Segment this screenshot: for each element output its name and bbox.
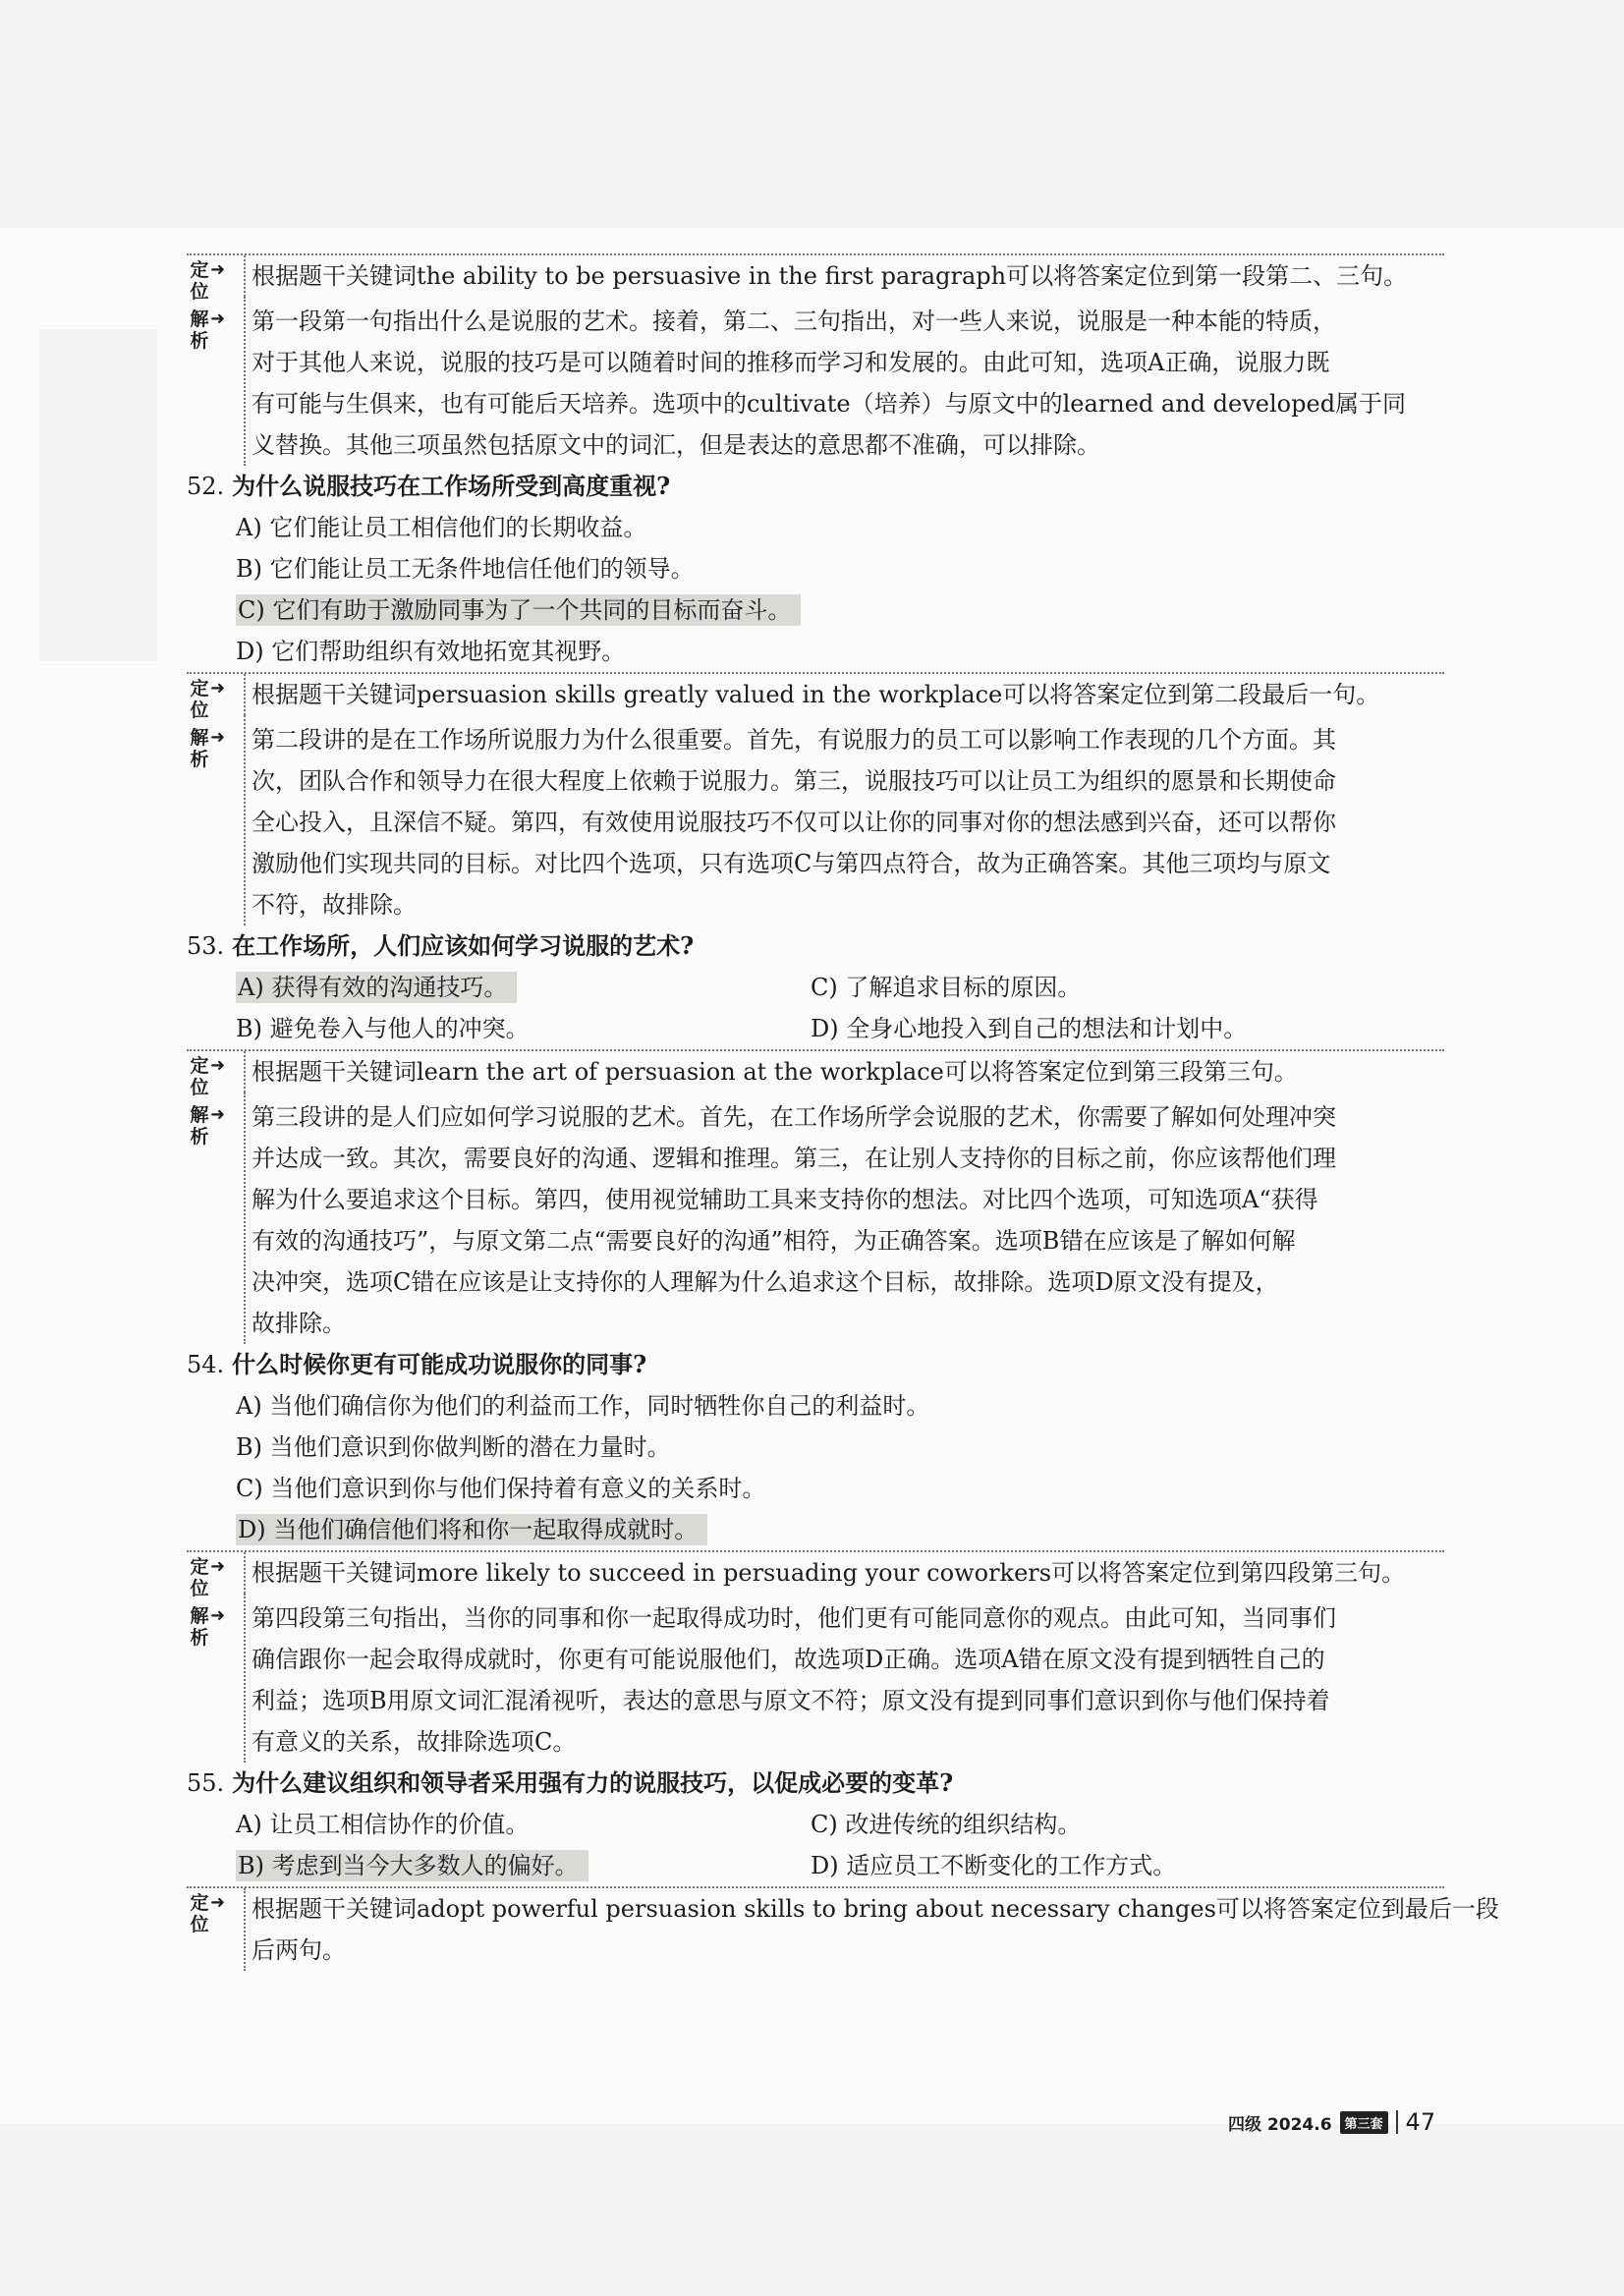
option-b: B) 当他们意识到你做判断的潜在力量时。 bbox=[236, 1433, 671, 1461]
options-row bbox=[236, 967, 1444, 1008]
arrow-icon: ➜ bbox=[210, 1055, 226, 1076]
answer-highlight: A) 获得有效的沟通技巧。 bbox=[236, 972, 517, 1003]
option-b: B) 它们能让员工无条件地信任他们的领导。 bbox=[236, 555, 695, 583]
option-b-correct bbox=[236, 1845, 811, 1886]
option-c: C) 了解追求目标的原因。 bbox=[811, 974, 1082, 1001]
options-row bbox=[236, 1845, 1444, 1886]
option-d: D) 它们帮助组织有效地拓宽其视野。 bbox=[236, 638, 626, 665]
locate-tag: 定位 ➜ bbox=[190, 678, 226, 721]
option-d: D) 适应员工不断变化的工作方式。 bbox=[811, 1852, 1177, 1879]
analysis-line: 决冲突，选项C错在应该是让支持你的人理解为什么追求这个目标，故排除。选项D原文没有提及， bbox=[252, 1268, 1279, 1296]
option-d-correct bbox=[236, 1509, 1444, 1550]
analysis-line: 有意义的关系，故排除选项C。 bbox=[252, 1728, 577, 1756]
option-d: D) 全身心地投入到自己的想法和计划中。 bbox=[811, 1015, 1248, 1042]
arrow-icon: ➜ bbox=[210, 1605, 226, 1626]
locate-block-51 bbox=[187, 253, 1444, 303]
page-number: 47 bbox=[1405, 2108, 1436, 2136]
analysis-line: 确信跟你一起会取得成就时，你更有可能说服他们，故选项D正确。选项A错在原文没有提到牺牲自己的 bbox=[252, 1646, 1325, 1673]
option-a: A) 让员工相信协作的价值。 bbox=[236, 1811, 530, 1838]
page-footer bbox=[1228, 2108, 1435, 2136]
analysis-tag: 解析 ➜ bbox=[190, 308, 226, 352]
locate-block-53 bbox=[187, 1049, 1444, 1098]
analysis-line: 第四段第三句指出，当你的同事和你一起取得成功时，他们更有可能同意你的观点。由此可知，当同事们 bbox=[252, 1604, 1336, 1632]
analysis-tag: 解析 ➜ bbox=[190, 727, 226, 770]
arrow-icon: ➜ bbox=[210, 308, 226, 329]
analysis-block-54 bbox=[187, 1594, 1444, 1763]
option-c: C) 当他们意识到你与他们保持着有意义的关系时。 bbox=[236, 1475, 766, 1502]
option-a: A) 它们能让员工相信他们的长期收益。 bbox=[236, 514, 647, 541]
locate-tag: 定位 ➜ bbox=[190, 1892, 226, 1935]
options-row bbox=[236, 1804, 1444, 1845]
question-52: 52. 为什么说服技巧在工作场所受到高度重视? bbox=[187, 472, 671, 500]
option-c: C) 改进传统的组织结构。 bbox=[811, 1811, 1082, 1838]
analysis-line: 并达成一致。其次，需要良好的沟通、逻辑和推理。第三，在让别人支持你的目标之前，你应该帮他们理 bbox=[252, 1145, 1336, 1172]
analysis-line: 第二段讲的是在工作场所说服力为什么很重要。首先，有说服力的员工可以影响工作表现的几个方面。其 bbox=[252, 726, 1336, 754]
option-a: A) 当他们确信你为他们的利益而工作，同时牺牲你自己的利益时。 bbox=[236, 1392, 930, 1420]
analysis-line: 激励他们实现共同的目标。对比四个选项，只有选项C与第四点符合，故为正确答案。其他三项均与原文 bbox=[252, 850, 1331, 877]
divider bbox=[1396, 2110, 1398, 2134]
analysis-block-53 bbox=[187, 1092, 1444, 1344]
analysis-line: 第三段讲的是人们应如何学习说服的艺术。首先，在工作场所学会说服的艺术，你需要了解如何处理冲突 bbox=[252, 1103, 1336, 1131]
analysis-line: 解为什么要追求这个目标。第四，使用视觉辅助工具来支持你的想法。对比四个选项，可知选项A“获得 bbox=[252, 1186, 1318, 1213]
question-53: 53. 在工作场所，人们应该如何学习说服的艺术? bbox=[187, 931, 695, 960]
scan-shadow bbox=[39, 329, 157, 661]
locate-block-55 bbox=[187, 1886, 1499, 1971]
option-c-correct bbox=[236, 589, 1444, 631]
option-b: B) 避免卷入与他人的冲突。 bbox=[236, 1015, 530, 1042]
arrow-icon: ➜ bbox=[210, 259, 226, 280]
options-row bbox=[236, 1008, 1444, 1049]
analysis-line: 第一段第一句指出什么是说服的艺术。接着，第二、三句指出，对一些人来说，说服是一种本能的特质， bbox=[252, 308, 1336, 335]
locate-tag: 定位 ➜ bbox=[190, 259, 226, 303]
analysis-line: 次，团队合作和领导力在很大程度上依赖于说服力。第三，说服技巧可以让员工为组织的愿景和长期使命 bbox=[252, 767, 1336, 795]
analysis-line: 不符，故排除。 bbox=[252, 891, 417, 919]
analysis-block-52 bbox=[187, 715, 1444, 925]
locate-text: 根据题干关键词persuasion skills greatly valued in the workplace可以将答案定位到第二段最后一句。 bbox=[252, 681, 1380, 708]
exam-level: 四级 2024.6 bbox=[1228, 2114, 1332, 2135]
locate-block-52 bbox=[187, 672, 1444, 721]
locate-text: 根据题干关键词learn the art of persuasion at the workplace可以将答案定位到第三段第三句。 bbox=[252, 1058, 1298, 1086]
locate-text: 根据题干关键词more likely to succeed in persuading your coworkers可以将答案定位到第四段第三句。 bbox=[252, 1559, 1406, 1587]
analysis-line: 有可能与生俱来，也有可能后天培养。选项中的cultivate（培养）与原文中的learned and developed属于同 bbox=[252, 390, 1407, 418]
locate-text: 后两句。 bbox=[252, 1936, 346, 1964]
arrow-icon: ➜ bbox=[210, 1892, 226, 1913]
arrow-icon: ➜ bbox=[210, 678, 226, 699]
question-54: 54. 什么时候你更有可能成功说服你的同事? bbox=[187, 1350, 647, 1378]
answer-highlight: C) 它们有助于激励同事为了一个共同的目标而奋斗。 bbox=[236, 594, 801, 626]
set-badge: 第三套 bbox=[1340, 2111, 1388, 2134]
locate-text: 根据题干关键词the ability to be persuasive in the first paragraph可以将答案定位到第一段第二、三句。 bbox=[252, 262, 1408, 290]
analysis-tag: 解析 ➜ bbox=[190, 1104, 226, 1148]
arrow-icon: ➜ bbox=[210, 1556, 226, 1577]
analysis-line: 对于其他人来说，说服的技巧是可以随着时间的推移而学习和发展的。由此可知，选项A正确，说服力既 bbox=[252, 349, 1330, 376]
analysis-line: 故排除。 bbox=[252, 1310, 346, 1337]
option-a-correct bbox=[236, 967, 811, 1008]
locate-block-54 bbox=[187, 1550, 1444, 1599]
locate-text: 根据题干关键词adopt powerful persuasion skills to bring about necessary changes可以将答案定位到最后一段 bbox=[252, 1895, 1499, 1923]
arrow-icon: ➜ bbox=[210, 727, 226, 748]
locate-tag: 定位 ➜ bbox=[190, 1556, 226, 1599]
content bbox=[187, 253, 1499, 1971]
answer-highlight: B) 考虑到当今大多数人的偏好。 bbox=[236, 1850, 588, 1881]
analysis-line: 有效的沟通技巧”，与原文第二点“需要良好的沟通”相符，为正确答案。选项B错在应该是了解如何解 bbox=[252, 1227, 1296, 1255]
arrow-icon: ➜ bbox=[210, 1104, 226, 1125]
analysis-tag: 解析 ➜ bbox=[190, 1605, 226, 1649]
locate-tag: 定位 ➜ bbox=[190, 1055, 226, 1098]
analysis-line: 利益；选项B用原文词汇混淆视听，表达的意思与原文不符；原文没有提到同事们意识到你与他们保持着 bbox=[252, 1687, 1330, 1714]
analysis-line: 全心投入，且深信不疑。第四，有效使用说服技巧不仅可以让你的同事对你的想法感到兴奋，还可以帮你 bbox=[252, 809, 1336, 836]
question-55: 55. 为什么建议组织和领导者采用强有力的说服技巧，以促成必要的变革? bbox=[187, 1768, 954, 1797]
analysis-line: 义替换。其他三项虽然包括原文中的词汇，但是表达的意思都不准确，可以排除。 bbox=[252, 431, 1100, 459]
answer-highlight: D) 当他们确信他们将和你一起取得成就时。 bbox=[236, 1514, 707, 1545]
analysis-block-51 bbox=[187, 297, 1444, 466]
